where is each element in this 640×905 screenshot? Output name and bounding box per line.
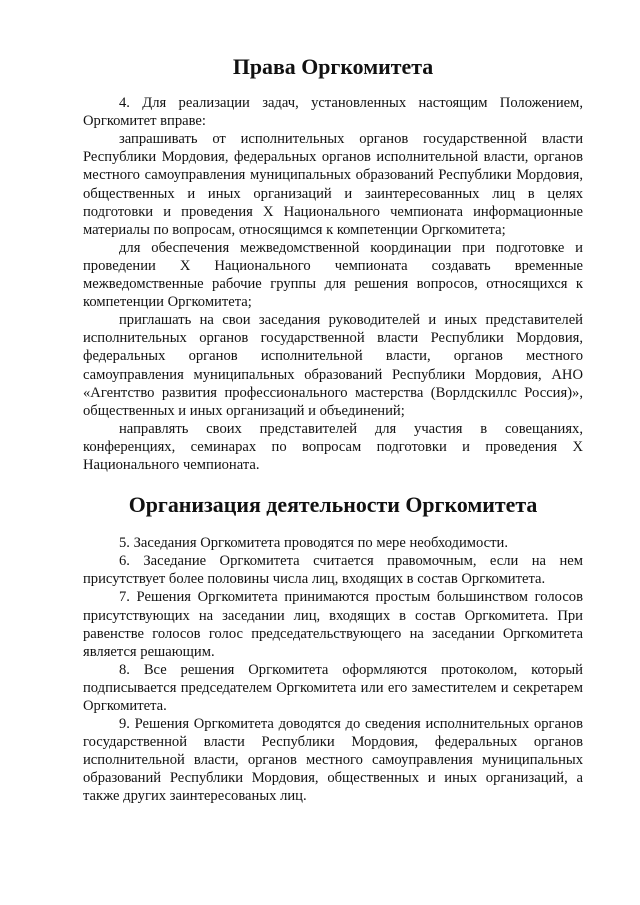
paragraph-coordination: для обеспечения межведомственной координации при подготовке и проведении X Национального чемпионата создавать временные межведомственные рабочие группы для решения вопросов, относящихся к компетенции Оргкомитета; [83,239,583,311]
paragraph-4: 4. Для реализации задач, установленных настоящим Положением, Оргкомитет вправе: [83,95,583,130]
paragraph-delegate: направлять своих представителей для участия в совещаниях, конференциях, семинарах по вопросам подготовки и проведения X Национального чемпионата. [83,420,583,473]
section-title-rights: Права Оргкомитета [232,54,434,79]
paragraph-7: 7. Решения Оргкомитета принимаются простым большинством голосов присутствующих на заседании лиц, входящих в состав Оргкомитета. При равенстве голосов голос председательствующего на заседании Оргкомитета является решающим. [83,589,583,660]
paragraph-9: 9. Решения Оргкомитета доводятся до сведения исполнительных органов государственной власти Республики Мордовия, федеральных органов исполнительной власти, органов местного самоуправления муниципальных образований Республики Мордовия, общественных и иных организаций, а также других заинтересованых лиц. [83,716,583,805]
paragraph-5: 5. Заседания Оргкомитета проводятся по мере необходимости. [119,535,508,552]
section-title-organization: Организация деятельности Оргкомитета [128,492,538,518]
paragraph-request: запрашивать от исполнительных органов государственной власти Республики Мордовия, федеральных органов исполнительной власти, органов местного самоуправления муниципальных образований Республики Мордовия, общественных и иных организаций и заинтересованных лиц в целях подготовки и проведения X Национального чемпионата информационные материалы по вопросам, относящимся к компетенции Оргкомитета; [83,131,583,238]
paragraph-invite: приглашать на свои заседания руководителей и иных представителей исполнительных органов государственной власти Республики Мордовия, федеральных органов исполнительной власти, органов местного самоуправления муниципальных образований Республики Мордовия, АНО «Агентство развития профессионального мастерства (Ворлдскиллс Россия)», общественных и иных организаций и объединений; [83,312,583,419]
document-page [83,54,583,806]
paragraph-6: 6. Заседание Оргкомитета считается правомочным, если на нем присутствует более половины числа лиц, входящих в состав Оргкомитета. [83,553,583,588]
paragraph-8: 8. Все решения Оргкомитета оформляются протоколом, который подписывается председателем Оргкомитета или его заместителем и секретарем Оргкомитета. [83,661,583,714]
